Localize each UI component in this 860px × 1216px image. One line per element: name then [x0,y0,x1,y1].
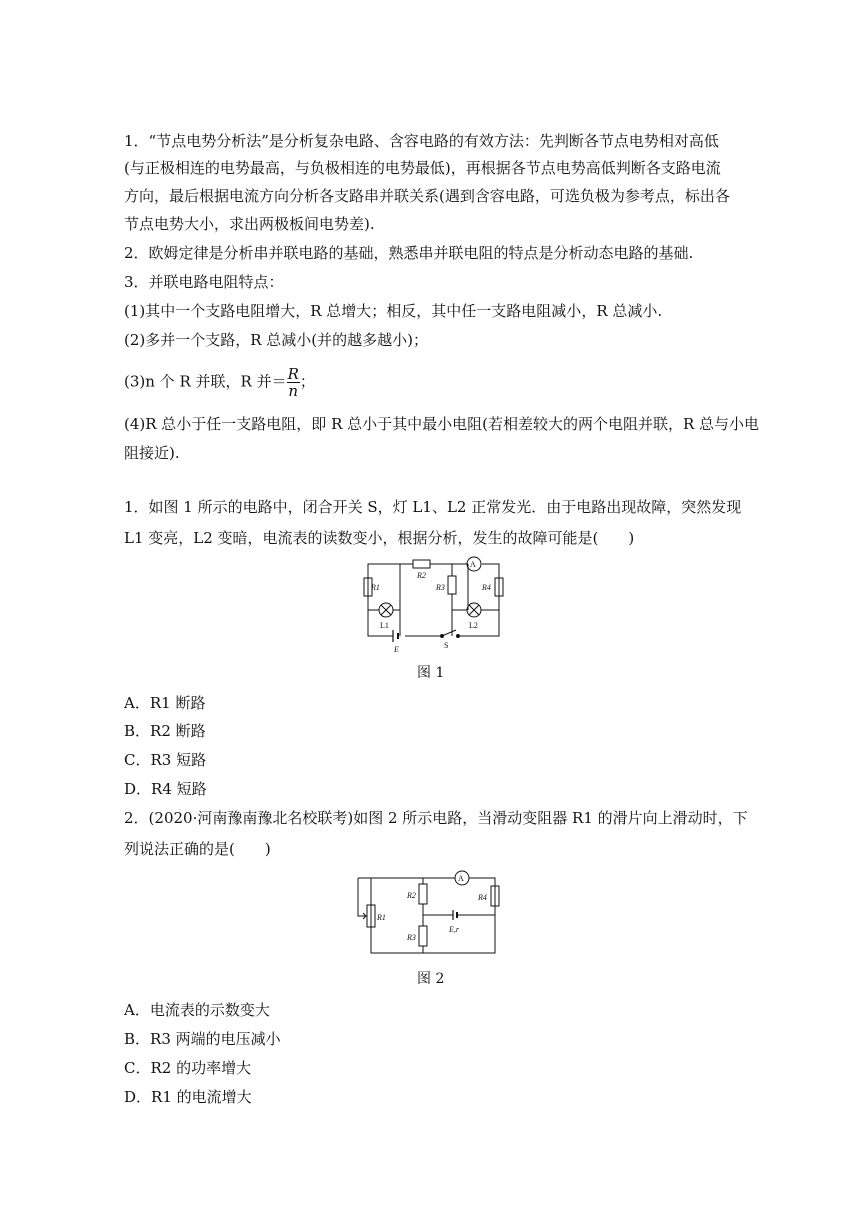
fig2-ammeter-label: A [458,874,464,883]
fig1-label-r4: R4 [482,583,491,592]
q1-option-a[interactable]: A．R1 断路 [124,694,206,712]
tip-1-line-3: 方向，最后根据电流方向分析各支路串并联关系(遇到含容电路，可选负极为参考点，标出各 [124,187,730,205]
tip-3-item-3-prefix: (3)n 个 R 并联，R 并＝ [124,372,287,391]
fig1-label-s: S [444,641,449,650]
q1-option-d[interactable]: D．R4 短路 [124,780,207,798]
tip-3-heading: 3．并联电路电阻特点： [124,273,284,291]
figure-2-caption: 图 2 [417,971,445,987]
tip-2: 2．欧姆定律是分析串并联电路的基础，熟悉串并联电阻的特点是分析动态电路的基础. [124,244,694,262]
q2-stem-line-1: 2．(2020·河南豫南豫北名校联考)如图 2 所示电路，当滑动变阻器 R1 的滑片向上滑动时，下 [124,809,748,827]
tip-1-line-4: 节点电势大小，求出两极板间电势差). [124,215,375,233]
q2-option-a[interactable]: A．电流表的示数变大 [124,1001,270,1019]
figure-1-circuit [358,556,508,656]
fig2-label-r2: R2 [407,891,416,900]
fig1-label-e: E [394,645,399,654]
q1-option-b[interactable]: B．R2 断路 [124,722,206,740]
q2-option-d[interactable]: D．R1 的电流增大 [124,1088,252,1106]
tip-1-line-2: (与正极相连的电势最高，与负极相连的电势最低)，再根据各节点电势高低判断各支路电流 [124,159,721,177]
fig1-label-r3: R3 [436,583,445,592]
fraction-denominator: n [288,382,299,400]
q2-option-b[interactable]: B．R3 两端的电压减小 [124,1030,281,1048]
fig2-label-r3: R3 [407,933,416,942]
q1-stem-line-2: L1 变亮，L2 变暗，电流表的读数变小，根据分析，发生的故障可能是( ) [124,529,635,547]
tip-3-item-3 [124,366,315,399]
tip-1-line-1: 1．“节点电势分析法”是分析复杂电路、含容电路的有效方法：先判断各节点电势相对高低 [124,132,719,150]
fraction-numerator: R [287,365,299,383]
fig1-label-r1: R1 [371,583,380,592]
fig2-label-r1: R1 [377,913,386,922]
tip-3-item-4-line-1: (4)R 总小于任一支路电阻，即 R 总小于其中最小电阻(若相差较大的两个电阻并联，R 总与小电 [124,415,760,433]
figure-1-caption: 图 1 [417,665,445,681]
q2-option-c[interactable]: C．R2 的功率增大 [124,1059,252,1077]
q2-stem-line-2: 列说法正确的是( ) [124,840,271,858]
tip-3-item-4-line-2: 阻接近). [124,444,180,462]
q1-option-c[interactable]: C．R3 短路 [124,751,207,769]
fig1-ammeter-label: A [470,560,476,569]
tip-3-item-2: (2)多并一个支路，R 总减小(并的越多越小)； [124,331,429,349]
tip-3-item-1: (1)其中一个支路电阻增大，R 总增大；相反，其中任一支路电阻减小，R 总减小. [124,302,663,320]
fig1-label-l2: L2 [469,621,478,630]
fig1-label-l1: L1 [380,621,389,630]
fig1-label-r2: R2 [417,571,426,580]
fig2-label-er: E,r [449,925,459,934]
q1-stem-line-1: 1．如图 1 所示的电路中，闭合开关 S，灯 L1、L2 正常发光．由于电路出现故障，突然发现 [124,498,742,516]
fraction [287,366,300,399]
tip-3-item-3-suffix: ； [299,372,315,391]
fig2-label-r4: R4 [478,893,487,902]
figure-2-circuit [353,868,505,962]
